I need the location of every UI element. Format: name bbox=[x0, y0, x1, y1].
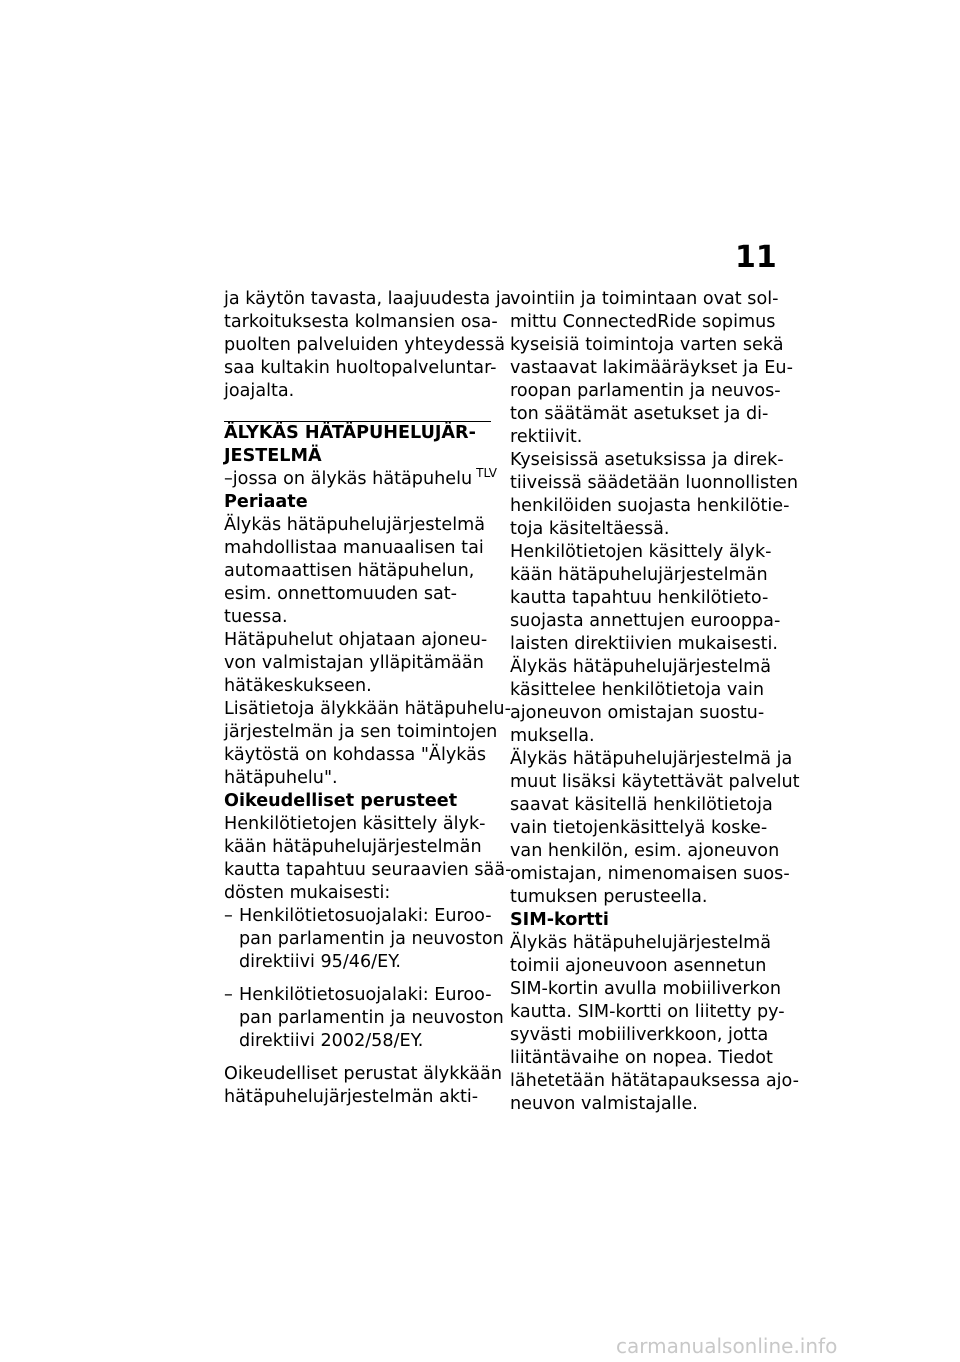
equipment-note bbox=[224, 466, 498, 491]
text-line: ajoneuvon omistajan suostu- bbox=[510, 703, 765, 723]
bullet-dash: – bbox=[224, 906, 233, 926]
text-line: dösten mukaisesti: bbox=[224, 883, 391, 903]
text-line: tumuksen perusteella. bbox=[510, 887, 708, 907]
legal-paragraph-continued bbox=[510, 288, 793, 449]
text-line: laisten direktiivien mukaisesti. bbox=[510, 634, 779, 654]
text-line: järjestelmän ja sen toimintojen bbox=[224, 722, 498, 742]
text-line: Älykäs hätäpuhelujärjestelmä bbox=[224, 515, 486, 535]
text-line: pan parlamentin ja neuvoston bbox=[239, 929, 504, 949]
text-line: muksella. bbox=[510, 726, 595, 746]
text-line: puolten palveluiden yhteydessä bbox=[224, 335, 505, 355]
text-line: von valmistajan ylläpitämään bbox=[224, 653, 484, 673]
section-title-line: ÄLYKÄS HÄTÄPUHELUJÄR- bbox=[224, 423, 476, 443]
equipment-code: TLV bbox=[476, 466, 498, 481]
consent-paragraph bbox=[510, 656, 782, 748]
text-line: henkilöiden suojasta henkilötie- bbox=[510, 496, 790, 516]
text-line: tarkoituksesta kolmansien osa- bbox=[224, 312, 498, 332]
text-line: Henkilötietojen käsittely älyk- bbox=[224, 814, 486, 834]
text-line: Oikeudelliset perustat älykkään bbox=[224, 1064, 502, 1084]
text-line: pan parlamentin ja neuvoston bbox=[239, 1008, 504, 1028]
legal-paragraph-2 bbox=[224, 1063, 502, 1109]
text-line: saavat käsitellä henkilötietoja bbox=[510, 795, 773, 815]
bullet-item bbox=[224, 984, 504, 1053]
text-line: joajalta. bbox=[224, 381, 295, 401]
text-line: direktiivi 2002/58/EY. bbox=[239, 1031, 424, 1051]
text-line: tuessa. bbox=[224, 607, 288, 627]
text-line: Älykäs hätäpuhelujärjestelmä ja bbox=[510, 749, 793, 769]
text-line: vointiin ja toimintaan ovat sol- bbox=[510, 289, 779, 309]
text-line: automaattisen hätäpuhelun, bbox=[224, 561, 475, 581]
text-line: käsittelee henkilötietoja vain bbox=[510, 680, 765, 700]
text-line: käytöstä on kohdassa "Älykäs bbox=[224, 745, 487, 765]
text-line: Älykäs hätäpuhelujärjestelmä bbox=[510, 933, 772, 953]
text-line: Henkilötietosuojalaki: Euroo- bbox=[239, 906, 492, 926]
intro-paragraph bbox=[224, 288, 512, 403]
text-line: SIM-kortin avulla mobiiliverkon bbox=[510, 979, 782, 999]
text-line: mittu ConnectedRide sopimus bbox=[510, 312, 776, 332]
text-line: hätäpuhelujärjestelmän akti- bbox=[224, 1087, 479, 1107]
text-line: Älykäs hätäpuhelujärjestelmä bbox=[510, 657, 772, 677]
text-line: ton säätämät asetukset ja di- bbox=[510, 404, 769, 424]
text-line: van henkilön, esim. ajoneuvon bbox=[510, 841, 780, 861]
legal-heading: Oikeudelliset perusteet bbox=[224, 791, 458, 811]
text-line: omistajan, nimenomaisen suos- bbox=[510, 864, 790, 884]
text-line: rektiivit. bbox=[510, 427, 583, 447]
right-column bbox=[510, 288, 800, 1116]
text-line: Henkilötietojen käsittely älyk- bbox=[510, 542, 772, 562]
text-line: muut lisäksi käytettävät palvelut bbox=[510, 772, 800, 792]
site-watermark: carmanualsonline.info bbox=[616, 1334, 838, 1358]
text-line: ja käytön tavasta, laajuudesta ja bbox=[224, 289, 512, 309]
text-line: Kyseisissä asetuksissa ja direk- bbox=[510, 450, 784, 470]
section-title bbox=[224, 422, 492, 468]
regulations-paragraph bbox=[510, 449, 799, 541]
sim-paragraph bbox=[510, 932, 799, 1116]
text-line: kautta tapahtuu seuraavien sää- bbox=[224, 860, 512, 880]
processing-paragraph bbox=[510, 541, 782, 656]
text-line: toja käsiteltäessä. bbox=[510, 519, 670, 539]
principle-paragraph-3 bbox=[224, 698, 511, 790]
text-line: suojasta annettujen eurooppa- bbox=[510, 611, 781, 631]
principle-paragraph-1 bbox=[224, 514, 492, 629]
text-line: saa kultakin huoltopalveluntar- bbox=[224, 358, 497, 378]
text-line: direktiivi 95/46/EY. bbox=[239, 952, 402, 972]
text-line: kyseisiä toimintoja varten sekä bbox=[510, 335, 784, 355]
text-line: Lisätietoja älykkään hätäpuhelu- bbox=[224, 699, 511, 719]
text-line: syvästi mobiiliverkkoon, jotta bbox=[510, 1025, 769, 1045]
services-paragraph bbox=[510, 748, 800, 909]
text-line: lähetetään hätätapauksessa ajo- bbox=[510, 1071, 799, 1091]
text-line: vastaavat lakimääräykset ja Eu- bbox=[510, 358, 793, 378]
bullet-item bbox=[224, 905, 504, 974]
text-line: esim. onnettomuuden sat- bbox=[224, 584, 458, 604]
text-line: hätäkeskukseen. bbox=[224, 676, 372, 696]
bullet-dash: – bbox=[224, 985, 233, 1005]
text-line: kään hätäpuhelujärjestelmän bbox=[224, 837, 482, 857]
sim-heading: SIM-kortti bbox=[510, 910, 609, 930]
text-line: tiiveissä säädetään luonnollisten bbox=[510, 473, 799, 493]
text-line: vain tietojenkäsittelyä koske- bbox=[510, 818, 768, 838]
left-column bbox=[224, 288, 512, 1109]
principle-heading: Periaate bbox=[224, 492, 308, 512]
text-line: kautta. SIM-kortti on liitetty py- bbox=[510, 1002, 785, 1022]
text-line: mahdollistaa manuaalisen tai bbox=[224, 538, 484, 558]
equipment-note-text: –jossa on älykäs hätäpuhelu bbox=[224, 469, 473, 489]
text-line: toimii ajoneuvoon asennetun bbox=[510, 956, 767, 976]
text-line: liitäntävaihe on nopea. Tiedot bbox=[510, 1048, 773, 1068]
text-line: roopan parlamentin ja neuvos- bbox=[510, 381, 781, 401]
text-line: hätäpuhelu". bbox=[224, 768, 338, 788]
section-title-line: JESTELMÄ bbox=[224, 446, 322, 466]
page-number: 11 bbox=[735, 240, 777, 275]
text-line: Hätäpuhelut ohjataan ajoneu- bbox=[224, 630, 488, 650]
legal-paragraph-1 bbox=[224, 813, 512, 905]
text-line: kautta tapahtuu henkilötieto- bbox=[510, 588, 769, 608]
text-line: neuvon valmistajalle. bbox=[510, 1094, 698, 1114]
principle-paragraph-2 bbox=[224, 629, 492, 698]
text-line: Henkilötietosuojalaki: Euroo- bbox=[239, 985, 492, 1005]
text-line: kään hätäpuhelujärjestelmän bbox=[510, 565, 768, 585]
